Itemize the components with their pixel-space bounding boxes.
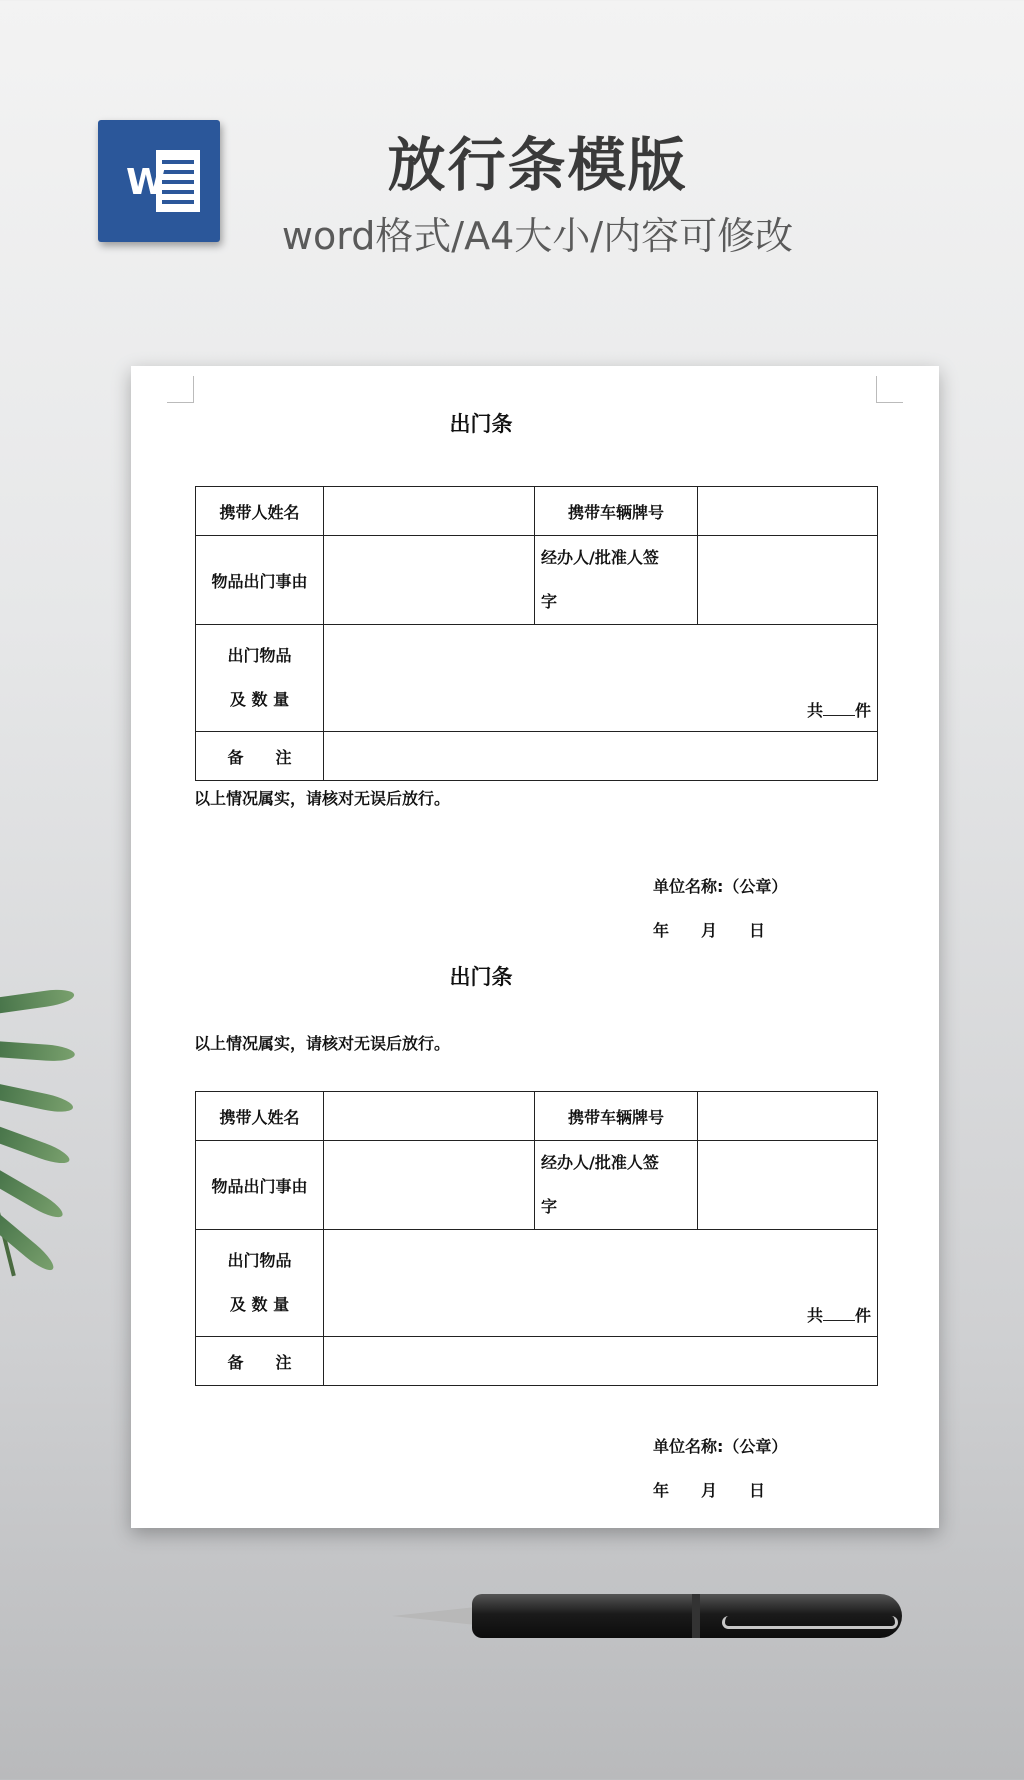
table-row [196, 625, 878, 732]
remarks-field[interactable] [324, 732, 878, 781]
reason-label: 物品出门事由 [196, 1141, 324, 1230]
vehicle-plate-label: 携带车辆牌号 [535, 1092, 698, 1141]
count-blank [823, 1306, 855, 1321]
leaf [0, 1120, 72, 1168]
leaf [0, 1161, 66, 1222]
items-label-line1: 出门物品 [227, 1251, 292, 1270]
date-label: 年 月 日 [653, 921, 766, 940]
count-suffix: 件 [854, 1306, 871, 1325]
approver-label-line2: 字 [541, 592, 558, 611]
count-suffix: 件 [854, 701, 871, 720]
items-label [196, 625, 324, 732]
count-prefix: 共 [806, 1306, 823, 1325]
carrier-name-field[interactable] [324, 1092, 535, 1141]
table-row [196, 487, 878, 536]
pass-form-table [195, 486, 878, 781]
org-seal-label: 单位名称:（公章） [653, 1437, 788, 1456]
pass-form-table [195, 1091, 878, 1386]
vehicle-plate-field[interactable] [698, 487, 878, 536]
pen-nib [392, 1607, 476, 1625]
table-row [196, 732, 878, 781]
table-row [196, 1230, 878, 1337]
approver-label [535, 1141, 698, 1230]
remarks-label: 备 注 [196, 1337, 324, 1386]
approver-label-line2: 字 [541, 1197, 558, 1216]
verification-note: 以上情况属实，请核对无误后放行。 [194, 789, 451, 808]
count-prefix: 共 [806, 701, 823, 720]
pen-decoration [392, 1586, 912, 1646]
crop-mark [876, 376, 903, 403]
carrier-name-label: 携带人姓名 [196, 487, 324, 536]
items-field[interactable] [324, 625, 878, 732]
word-letter: W [126, 162, 166, 203]
approver-label-line1: 经办人/批准人签 [541, 1153, 659, 1172]
approver-signature-field[interactable] [698, 1141, 878, 1230]
page-title: 放行条模版 [387, 131, 688, 199]
date-label: 年 月 日 [653, 1481, 766, 1500]
pen-clip [722, 1616, 898, 1629]
vehicle-plate-field[interactable] [698, 1092, 878, 1141]
reason-label: 物品出门事由 [196, 536, 324, 625]
page-subtitle: word格式/A4大小/内容可修改 [281, 214, 794, 258]
vehicle-plate-label: 携带车辆牌号 [535, 487, 698, 536]
pen-band [692, 1594, 700, 1638]
leaf [0, 1080, 75, 1115]
reason-field[interactable] [324, 536, 535, 625]
verification-note: 以上情况属实，请核对无误后放行。 [194, 1034, 451, 1053]
document-page [131, 366, 939, 1528]
table-row [196, 536, 878, 625]
leaf-decoration [0, 980, 80, 1300]
items-label-line2: 及 数 量 [229, 690, 290, 709]
table-row [196, 1092, 878, 1141]
crop-mark [167, 376, 194, 403]
leaf [0, 987, 75, 1016]
form-title: 出门条 [449, 412, 513, 436]
org-seal-label: 单位名称:（公章） [653, 877, 788, 896]
leaf [0, 1040, 75, 1063]
table-row [196, 1141, 878, 1230]
count-blank [823, 701, 855, 716]
carrier-name-label: 携带人姓名 [196, 1092, 324, 1141]
items-label [196, 1230, 324, 1337]
approver-label-line1: 经办人/批准人签 [541, 548, 659, 567]
remarks-field[interactable] [324, 1337, 878, 1386]
items-field[interactable] [324, 1230, 878, 1337]
approver-signature-field[interactable] [698, 536, 878, 625]
form-title: 出门条 [449, 965, 513, 989]
reason-field[interactable] [324, 1141, 535, 1230]
items-label-line1: 出门物品 [227, 646, 292, 665]
carrier-name-field[interactable] [324, 487, 535, 536]
table-row [196, 1337, 878, 1386]
approver-label [535, 536, 698, 625]
remarks-label: 备 注 [196, 732, 324, 781]
items-label-line2: 及 数 量 [229, 1295, 290, 1314]
